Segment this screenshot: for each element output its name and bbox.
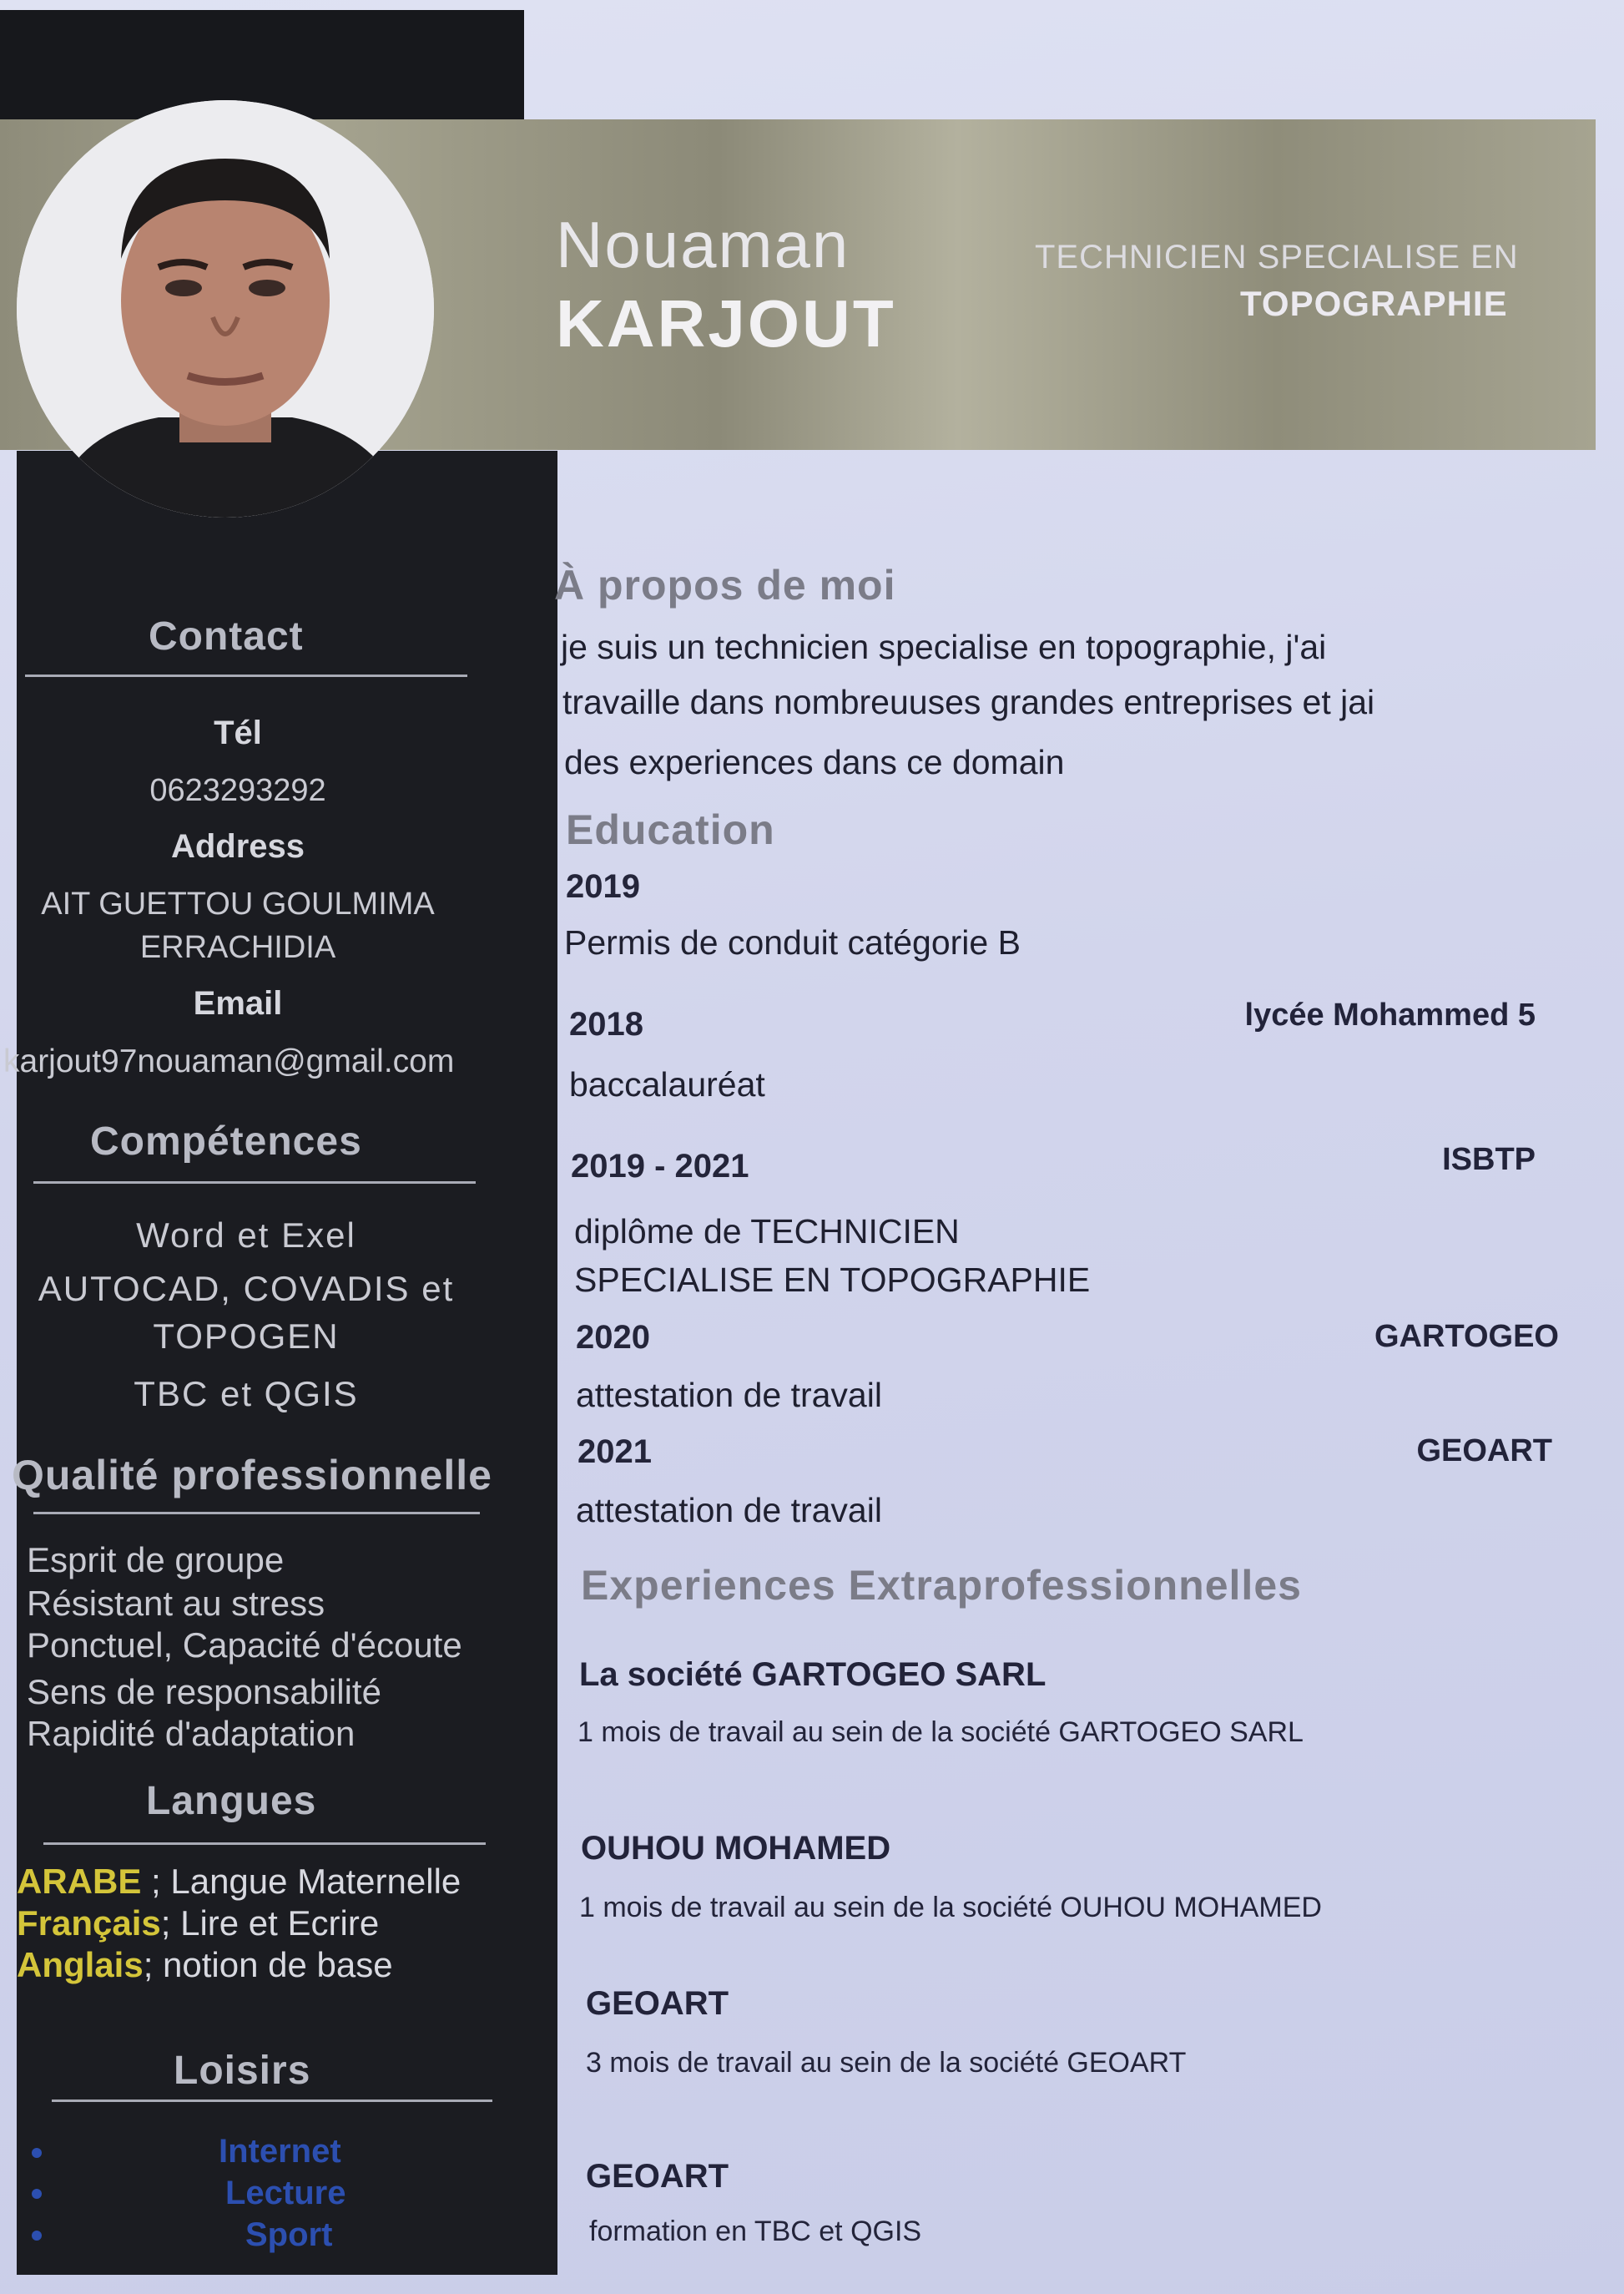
hobbies-heading: Loisirs [174, 2049, 311, 2093]
language-level: ; notion de base [143, 1945, 393, 1984]
about-line: travaille dans nombreuuses grandes entreprises et jai [562, 683, 1375, 721]
experience-org: OUHOU MOHAMED [581, 1830, 891, 1867]
quality-item: Résistant au stress [27, 1584, 325, 1623]
skill-item: TBC et QGIS [134, 1374, 359, 1413]
job-title-line1: TECHNICIEN SPECIALISE EN [1035, 239, 1519, 275]
education-year: 2021 [577, 1433, 652, 1470]
hobby-item: Lecture [225, 2175, 346, 2211]
hobby-item: Internet [219, 2133, 341, 2170]
education-year: 2019 [566, 868, 640, 905]
contact-divider [25, 675, 467, 677]
profile-photo [17, 100, 434, 518]
address-label: Address [170, 828, 305, 865]
education-desc: attestation de travail [576, 1491, 882, 1529]
language-level: ; Langue Maternelle [141, 1862, 461, 1901]
bullet-icon [32, 2189, 42, 2199]
experience-org: GEOART [586, 1985, 729, 2022]
education-desc: baccalauréat [569, 1065, 765, 1104]
education-place: ISBTP [1442, 1142, 1536, 1177]
bullet-icon [32, 2231, 42, 2241]
experience-desc: 1 mois de travail au sein de la société OUHOU MOHAMED [579, 1892, 1322, 1923]
quality-item: Sens de responsabilité [27, 1672, 381, 1711]
education-desc: attestation de travail [576, 1376, 882, 1414]
qualities-divider [33, 1512, 480, 1514]
experience-desc: formation en TBC et QGIS [589, 2216, 922, 2247]
education-place: GEOART [1416, 1433, 1552, 1468]
email-label: Email [193, 985, 283, 1022]
language-name: Anglais [17, 1945, 144, 1984]
education-place: lycée Mohammed 5 [1244, 998, 1536, 1033]
education-desc: Permis de conduit catégorie B [564, 923, 1021, 962]
language-item [17, 1945, 393, 1985]
about-heading: À propos de moi [554, 562, 896, 609]
first-name: Nouaman [556, 208, 850, 281]
bullet-icon [32, 2148, 42, 2158]
skill-item: AUTOCAD, COVADIS et [38, 1269, 455, 1308]
skills-heading: Compétences [90, 1119, 362, 1164]
experience-desc: 1 mois de travail au sein de la société GARTOGEO SARL [577, 1716, 1304, 1748]
experience-org: GEOART [586, 2158, 729, 2195]
quality-item: Rapidité d'adaptation [27, 1714, 356, 1753]
about-line: je suis un technicien specialise en topographie, j'ai [561, 628, 1327, 666]
language-name: ARABE [17, 1862, 142, 1901]
languages-heading: Langues [146, 1779, 317, 1823]
education-year: 2020 [576, 1319, 650, 1356]
address-line1: AIT GUETTOU GOULMIMA [41, 887, 435, 922]
tel-value: 0623293292 [149, 773, 326, 808]
address-line2: ERRACHIDIA [139, 930, 336, 965]
education-heading: Education [566, 806, 775, 853]
email-value[interactable]: karjout97nouaman@gmail.com [3, 1043, 455, 1079]
education-desc: SPECIALISE EN TOPOGRAPHIE [574, 1261, 1091, 1299]
education-year: 2019 - 2021 [571, 1148, 749, 1185]
experience-desc: 3 mois de travail au sein de la société GEOART [586, 2047, 1187, 2079]
language-name: Français [17, 1903, 161, 1943]
experiences-heading: Experiences Extraprofessionnelles [581, 1562, 1302, 1609]
languages-divider [43, 1842, 486, 1845]
tel-label: Tél [214, 715, 262, 751]
quality-item: Esprit de groupe [27, 1540, 285, 1579]
job-title-line2: TOPOGRAPHIE [1240, 284, 1508, 323]
last-name: KARJOUT [556, 286, 896, 361]
skills-divider [33, 1181, 476, 1184]
qualities-heading: Qualité professionnelle [12, 1452, 492, 1498]
skill-item: Word et Exel [136, 1215, 356, 1255]
about-line: des experiences dans ce domain [564, 743, 1065, 781]
language-level: ; Lire et Ecrire [160, 1903, 380, 1943]
education-place: GARTOGEO [1374, 1319, 1559, 1354]
profile-photo-image [17, 100, 434, 518]
contact-heading: Contact [149, 614, 304, 659]
education-desc: diplôme de TECHNICIEN [574, 1212, 960, 1251]
language-item [17, 1903, 379, 1943]
education-year: 2018 [569, 1006, 643, 1043]
hobby-item: Sport [245, 2216, 333, 2253]
language-item [17, 1862, 461, 1902]
hobbies-divider [52, 2099, 492, 2102]
skill-item: TOPOGEN [153, 1316, 340, 1356]
experience-org: La société GARTOGEO SARL [579, 1656, 1047, 1693]
quality-item: Ponctuel, Capacité d'écoute [27, 1625, 462, 1665]
